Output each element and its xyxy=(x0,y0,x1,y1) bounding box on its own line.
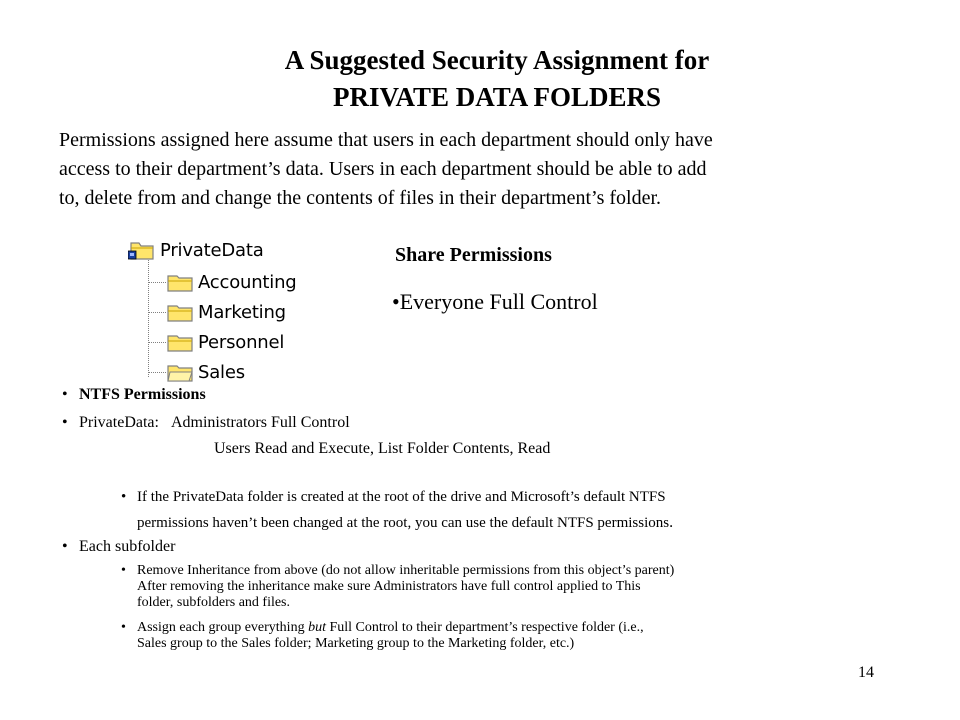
tree-branch-line xyxy=(148,342,166,343)
folder-tree xyxy=(126,232,330,390)
note-line-2 xyxy=(137,512,673,534)
bullet: • xyxy=(62,386,68,403)
tree-child-label: Sales xyxy=(198,361,245,383)
sub2-text-pre: Assign each group everything xyxy=(137,620,309,635)
folder-icon xyxy=(166,331,194,353)
sub1-line-3: folder, subfolders and files. xyxy=(137,595,291,610)
bullet: • xyxy=(62,414,68,431)
each-subfolder-item xyxy=(62,536,176,558)
remove-inheritance-item xyxy=(121,563,877,611)
bullet: • xyxy=(121,620,126,635)
sub2-line-1 xyxy=(137,620,877,636)
assign-group-item xyxy=(121,620,877,652)
folder-icon xyxy=(166,301,194,323)
tree-branch-line xyxy=(148,372,166,373)
tree-item-accounting[interactable] xyxy=(166,268,297,296)
open-folder-icon xyxy=(128,239,156,261)
default-ntfs-note xyxy=(121,486,674,534)
tree-item-sales[interactable] xyxy=(166,358,245,386)
sub1-line-1: Remove Inheritance from above (do not allow inheritable permissions from this object’s parent) xyxy=(137,563,675,578)
tree-item-privatedata[interactable] xyxy=(128,236,264,264)
sub2-text-post: Full Control to their department’s respective folder (i.e., xyxy=(325,620,644,635)
ntfs-heading-item xyxy=(62,384,206,406)
folder-icon xyxy=(166,271,194,293)
intro-line-3: to, delete from and change the contents of files in their department’s folder. xyxy=(59,187,662,209)
note-line-2-text: permissions haven’t been changed at the root, you can use the default NTFS permissions xyxy=(137,515,670,531)
share-permissions-heading: Share Permissions xyxy=(395,244,552,266)
note-line-1: If the PrivateData folder is created at the root of the drive and Microsoft’s default NTFS xyxy=(137,489,666,505)
slide-title xyxy=(0,42,960,116)
intro-line-2: access to their department’s data. Users in each department should be able to add xyxy=(59,158,707,180)
share-permissions-item: •Everyone Full Control xyxy=(392,289,598,314)
intro-line-1: Permissions assigned here assume that users in each department should only have xyxy=(59,129,713,151)
title-line-1: A Suggested Security Assignment for xyxy=(284,45,710,75)
bullet: • xyxy=(121,563,126,578)
tree-branch-line xyxy=(148,312,166,313)
ntfs-heading: NTFS Permissions xyxy=(79,386,206,403)
each-subfolder-heading: Each subfolder xyxy=(79,538,176,555)
privatedata-item xyxy=(62,412,350,434)
users-permission-line: Users Read and Execute, List Folder Contents, Read xyxy=(214,440,551,457)
sub2-line-2: Sales group to the Sales folder; Marketing group to the Marketing folder, etc.) xyxy=(137,636,575,651)
tree-child-label: Personnel xyxy=(198,331,285,353)
tree-item-marketing[interactable] xyxy=(166,298,286,326)
sub2-text-emphasis: but xyxy=(308,620,326,635)
tree-vertical-line xyxy=(148,254,149,377)
tree-item-personnel[interactable] xyxy=(166,328,284,356)
tree-root-label: PrivateData xyxy=(160,239,264,261)
bullet: • xyxy=(121,489,127,505)
note-line-2-period: . xyxy=(669,514,674,531)
page-number: 14 xyxy=(858,664,874,681)
intro-paragraph xyxy=(59,126,889,213)
tree-branch-line xyxy=(148,282,166,283)
title-line-2: PRIVATE DATA FOLDERS xyxy=(332,82,662,112)
sub1-line-2: After removing the inheritance make sure Administrators have full control applied to This xyxy=(137,579,641,594)
tree-child-label: Accounting xyxy=(198,271,297,293)
privatedata-value: Administrators Full Control xyxy=(170,414,350,431)
privatedata-label: PrivateData: xyxy=(79,414,159,431)
open-folder-icon xyxy=(166,361,194,383)
bullet: • xyxy=(62,538,68,555)
tree-child-label: Marketing xyxy=(198,301,286,323)
